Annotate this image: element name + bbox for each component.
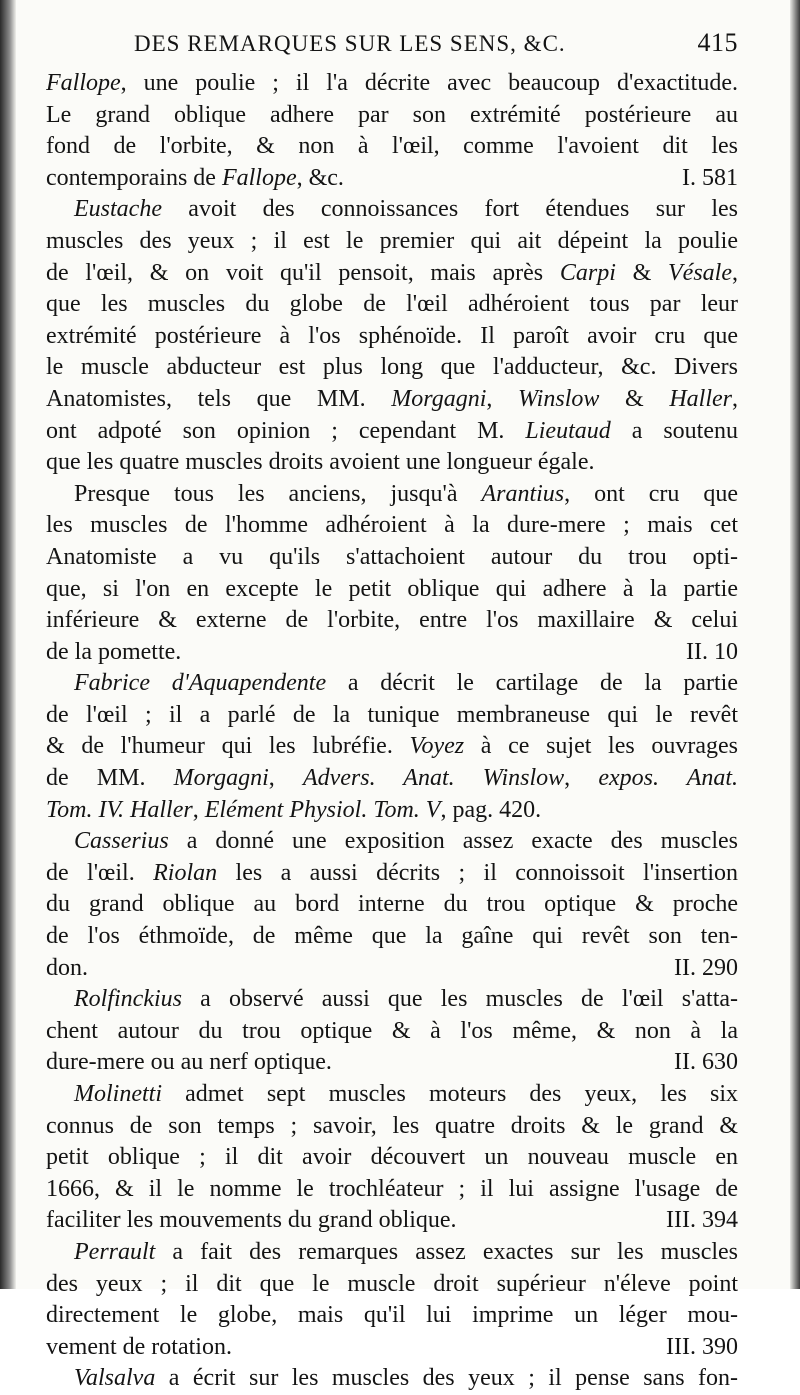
text-run: a fait des remarques assez exactes sur les muscles [155,1238,738,1265]
running-title: DES REMARQUES SUR LES SENS, &C. [134,31,566,56]
italic-name: Casserius [74,828,169,855]
text-run: , une poulie ; il l'a décrite avec beaucoup d'exactitude. [120,70,738,96]
line-text [46,291,738,317]
text-run: contemporains de [46,164,222,191]
text-line [46,1205,738,1237]
text-line [46,763,738,795]
text-run: Anatomiste a vu qu'ils s'attachoient autour du trou opti- [46,543,738,570]
text-run: avoit des connoissances fort étendues sur les [161,196,738,223]
italic-name: Fabrice d'Aquapendente [74,670,327,697]
line-text [74,1239,738,1265]
text-run: les muscles de l'homme adhéroient à la dure-mere ; mais cet [46,512,738,539]
line-text [46,637,181,669]
text-line [46,605,738,637]
line-text [46,70,738,96]
line-text [46,354,738,380]
text-run: a décrit le cartilage de la partie [326,670,738,697]
italic-name: Valsalva [74,1365,156,1392]
text-run: fond de l'orbite, & non à l'œil, comme l'avoient dit les [46,133,738,160]
text-run: Presque tous les anciens, jusqu'à [74,480,482,507]
italic-name: Tom. IV. Haller [46,796,193,823]
text-run: , [732,385,738,412]
text-run: muscles des yeux ; il est le premier qui ait dépeint la poulie [46,227,738,254]
text-run: a donné une exposition assez exacte des muscles [168,828,738,855]
text-line [46,321,738,353]
line-text [46,1271,738,1297]
text-run: que, si l'on en excepte le petit oblique qui adhere à la partie [46,575,738,602]
text-run: , &c. [296,164,344,191]
line-text [74,196,738,222]
text-run: extrémité postérieure à l'os sphénoïde. Il paroît avoir cru que [46,322,738,349]
reference-number: II. 10 [686,638,738,665]
line-text [74,670,738,696]
text-run: , [268,765,303,792]
text-line [46,510,738,542]
text-line [46,258,738,290]
text-line [46,131,738,163]
line-text [46,576,738,602]
text-line [46,574,738,606]
italic-name: Eustache [74,196,162,223]
text-run: a observé aussi que les muscles de l'œil s'atta- [181,986,738,1013]
text-line [46,1142,738,1174]
text-run: de l'œil ; il a parlé de la tunique membraneuse qui le revêt [46,701,738,728]
line-text [46,923,738,949]
text-run: a écrit sur les muscles des yeux ; il pense sans fon- [155,1365,738,1392]
text-run: le muscle abducteur est plus long que l'adducteur, &c. Divers [46,354,738,381]
text-line [46,953,738,985]
text-line [46,731,738,763]
line-text [74,1365,738,1391]
italic-name: Perrault [74,1238,156,1265]
text-run: , [732,259,738,286]
running-header [134,28,738,68]
text-run: les a aussi décrits ; il connoissoit l'insertion [217,859,738,886]
line-text [46,1332,232,1364]
line-text [46,386,738,412]
line-text [46,1047,332,1079]
italic-name: expos. Anat. [598,765,738,792]
text-line [46,858,738,890]
text-run: a soutenu [610,417,738,444]
line-text [46,260,738,286]
line-text [46,449,595,475]
italic-name: Molinetti [74,1081,162,1107]
reference-number: I. 581 [682,164,738,191]
italic-name: Lieutaud [525,417,611,444]
line-text [46,133,738,159]
text-line [46,1111,738,1143]
line-text [46,702,738,728]
italic-name: Advers. Anat. Winslow [302,765,565,792]
page-number: 415 [697,28,738,57]
text-line [46,700,738,732]
text-run: connus de son temps ; savoir, les quatre droits & le grand & [46,1112,738,1139]
text-line [46,1047,738,1079]
text-run: , [192,796,205,823]
text-line [46,1237,738,1269]
line-text [46,953,88,985]
text-run: vement de rotation. [46,1333,232,1360]
line-text [46,1113,738,1139]
line-text [74,828,738,854]
text-line [46,352,738,384]
text-line [46,984,738,1016]
reference-number: II. 290 [674,954,738,981]
text-line [46,226,738,258]
line-text [46,418,738,444]
line-text [46,323,738,349]
body-text [46,68,738,1395]
reference-number: II. 630 [674,1049,738,1076]
text-run: faciliter les mouvements du grand oblique. [46,1207,457,1234]
text-line [46,447,738,479]
text-run: dure-mere ou au nerf optique. [46,1049,332,1076]
text-line [46,1300,738,1332]
italic-name: Rolfinckius [74,986,182,1013]
line-text [74,986,738,1012]
text-run: Le grand oblique adhere par son extrémité postérieure au [46,101,738,128]
line-text [74,481,738,507]
text-line [46,68,738,100]
italic-name: Fallope [221,164,297,191]
text-run: , pag. 420. [440,796,542,823]
text-line [46,826,738,858]
text-run: des yeux ; il dit que le muscle droit supérieur n'éleve point [46,1270,738,1297]
text-run: que les muscles du globe de l'œil adhéroient tous par leur [46,291,738,318]
italic-name: Morgagni [173,765,269,792]
text-run: petit oblique ; il dit avoir découvert un nouveau muscle en [46,1144,738,1171]
line-text [46,733,738,759]
text-run: de la pomette. [46,638,182,665]
text-line [46,100,738,132]
text-run: & de l'humeur qui les lubréfie. [46,733,410,760]
line-text [46,860,738,886]
text-run: du grand oblique au bord interne du trou optique & proche [46,891,738,918]
text-run: , ont cru que [564,480,738,507]
line-text [46,1144,738,1170]
page-edge-left [0,0,16,1289]
italic-name: Vésale [668,259,732,286]
line-text [46,891,738,917]
line-text [46,607,738,633]
line-text [46,228,738,254]
text-run: Anatomistes, tels que MM. [46,385,392,412]
italic-name: Elément Physiol. Tom. V [204,796,441,823]
text-line [46,194,738,226]
text-run: admet sept muscles moteurs des yeux, les six [161,1081,738,1107]
italic-name: Fallope [46,70,121,96]
italic-name: Arantius [481,480,565,507]
text-run: 1666, & il le nomme le trochléateur ; il lui assigne l'usage de [46,1175,738,1202]
text-run: de l'os éthmoïde, de même que la gaîne qui revêt son ten- [46,923,738,950]
italic-name: Riolan [153,859,218,886]
text-line [46,289,738,321]
text-run: & [599,385,670,412]
text-run: de MM. [46,765,174,792]
text-line [46,1332,738,1364]
text-run: directement le globe, mais qu'il lui imprime un léger mou- [46,1302,738,1329]
text-run: de l'œil. [46,859,154,886]
text-line [46,416,738,448]
text-run: à ce sujet les ouvrages [464,733,738,760]
line-text [46,765,738,791]
text-line [46,1269,738,1301]
text-run: ont adpoté son opinion ; cependant M. [46,417,526,444]
text-run: , [564,765,599,792]
italic-name: Morgagni [391,385,487,412]
reference-number: III. 394 [666,1207,738,1234]
line-text [46,1018,738,1044]
page-edge-right [790,0,800,1289]
text-line [46,384,738,416]
italic-name: Voyez [409,733,465,760]
text-run: chent autour du trou optique & à l'os même, & non à la [46,1017,738,1044]
text-line [46,479,738,511]
text-line [46,1174,738,1206]
text-run: don. [46,954,88,981]
text-line [46,637,738,669]
text-run: de l'œil, & on voit qu'il pensoit, mais après [46,259,560,286]
italic-name: Winslow [518,385,600,412]
line-text [46,1176,738,1202]
line-text [46,512,738,538]
text-line [46,1079,738,1111]
text-line [46,163,738,195]
text-line [46,1363,738,1395]
text-line [46,795,738,827]
line-text [46,1205,457,1237]
italic-name: Haller [669,385,733,412]
line-text [46,163,344,195]
text-run: & [615,259,669,286]
line-text [46,102,738,128]
reference-number: III. 390 [666,1333,738,1360]
line-text [46,544,738,570]
line-text [46,797,541,823]
line-text [46,1302,738,1328]
text-run: , [486,385,519,412]
text-line [46,668,738,700]
text-line [46,542,738,574]
line-text [74,1081,738,1107]
text-run: que les quatre muscles droits avoient une longueur égale. [46,449,595,476]
text-run: inférieure & externe de l'orbite, entre l'os maxillaire & celui [46,607,738,634]
text-line [46,889,738,921]
italic-name: Carpi [559,259,616,286]
text-line [46,1016,738,1048]
text-line [46,921,738,953]
